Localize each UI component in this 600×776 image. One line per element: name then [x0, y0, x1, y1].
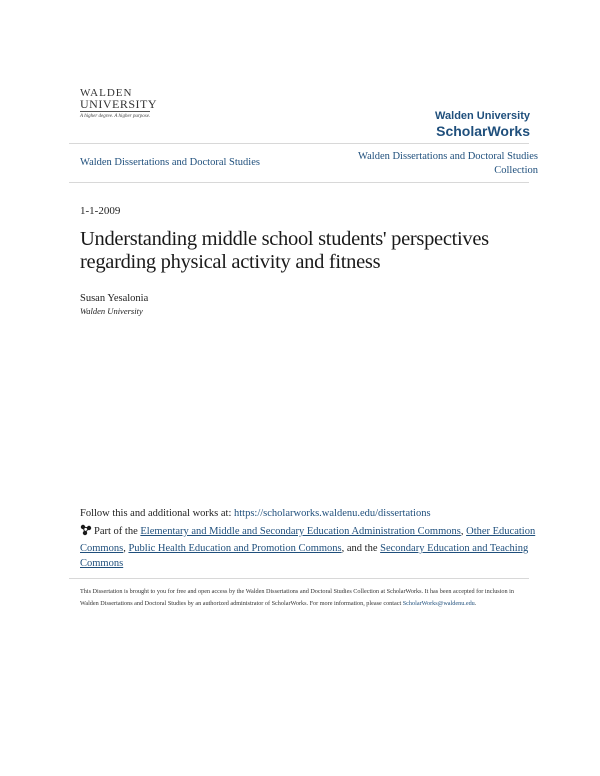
dissertations-link[interactable]: https://scholarworks.waldenu.edu/dissertations [234, 508, 431, 519]
logo-university-text: UNIVERSITY [80, 97, 157, 111]
scholarworks-logo-line2: ScholarWorks [436, 123, 530, 139]
follow-label: Follow this and additional works at: [80, 508, 234, 519]
commons-link-elementary[interactable]: Elementary and Middle and Secondary Education Administration Commons [140, 526, 461, 537]
author-affiliation: Walden University [80, 306, 143, 316]
commons-link-other-education[interactable]: Other Education Commons [80, 526, 536, 554]
header-divider-top [69, 143, 529, 144]
collection-link-left[interactable]: Walden Dissertations and Doctoral Studies [80, 157, 260, 168]
network-icon [80, 524, 92, 541]
notice-suffix: . [474, 600, 477, 607]
follow-line [80, 508, 431, 519]
scholarworks-logo[interactable] [435, 110, 530, 140]
scholarworks-logo-line1: Walden University [435, 110, 530, 122]
notice-text: This Dissertation is brought to you for free and open access by the Walden Dissertations and Doctoral Studies Collection at ScholarWorks. It has been accepted for inclusion in Walden Dissertations and Doctoral Studies by an authorized administrator of ScholarWorks. For more information, please contact [80, 588, 514, 607]
document-title: Understanding middle school students' perspectives regarding physical activity and fitness [80, 228, 489, 273]
walden-university-logo [80, 88, 170, 119]
part-of-separator-3: , and the [341, 543, 381, 554]
commons-link-public-health[interactable]: Public Health Education and Promotion Commons [128, 543, 342, 554]
contact-email-link[interactable]: ScholarWorks@waldenu.edu [402, 600, 475, 607]
commons-link-secondary-education[interactable]: Secondary Education and Teaching Commons [80, 543, 529, 569]
part-of-separator-1: , [460, 526, 467, 537]
header-divider-bottom [69, 182, 529, 183]
publication-date: 1-1-2009 [80, 205, 121, 217]
logo-tagline: A higher degree. A higher purpose. [80, 114, 151, 119]
author-name: Susan Yesalonia [80, 293, 149, 304]
part-of-prefix: Part of the [94, 526, 141, 537]
access-notice [80, 586, 530, 610]
part-of-line [80, 524, 540, 571]
notice-divider [69, 578, 529, 579]
part-of-separator-2: , [123, 543, 129, 554]
logo-walden-text: WALDEN [80, 87, 133, 99]
collection-link-right[interactable]: Walden Dissertations and Doctoral Studies Collection [358, 151, 538, 176]
